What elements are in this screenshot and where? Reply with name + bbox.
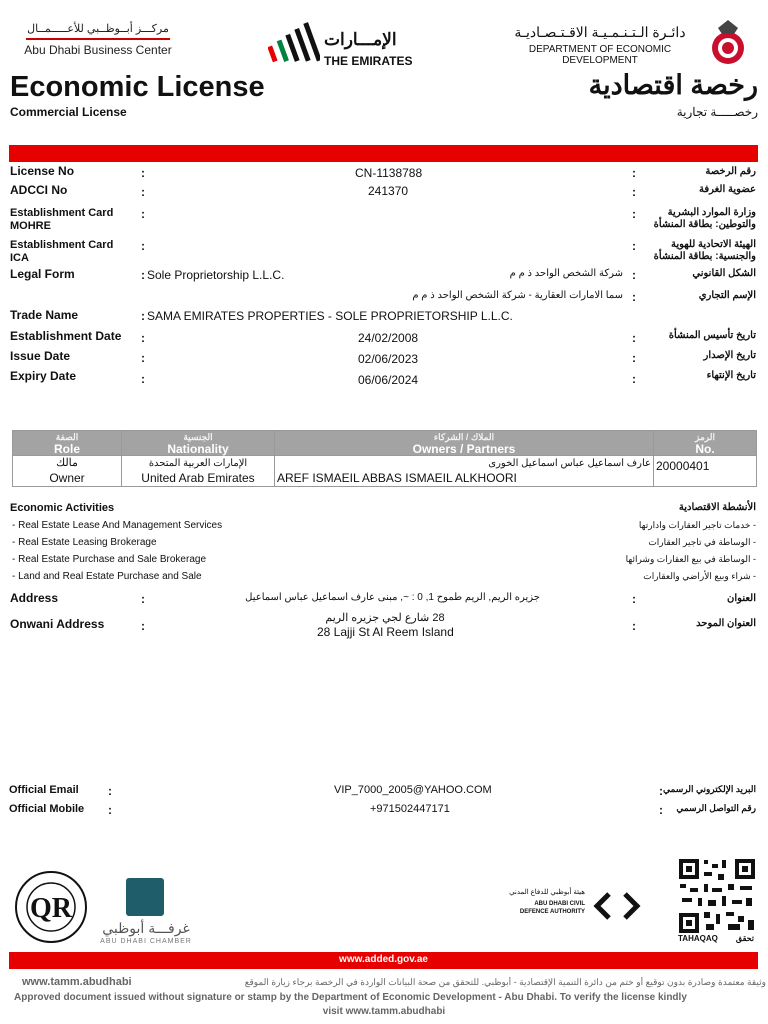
header-owners	[275, 431, 654, 456]
emirates-english: THE EMIRATES	[324, 54, 413, 68]
tahaqaq-label-ar: تحقق	[735, 934, 754, 943]
tahaqaq-label: TAHAQAQ	[678, 934, 718, 943]
label-trade-name: Trade Name	[10, 308, 79, 322]
colon: :	[108, 784, 112, 798]
colon: :	[659, 784, 663, 798]
cell-role-en: Owner	[49, 471, 85, 485]
colon: :	[141, 351, 145, 365]
civil-defence-english: ABU DHABI CIVIL DEFENCE AUTHORITY	[519, 901, 585, 915]
footer-tamm-link[interactable]: www.tamm.abudhabi	[22, 976, 132, 988]
header-owners-ar: الملاك / الشركاء	[433, 432, 495, 442]
colon: :	[141, 268, 145, 282]
colon: :	[632, 619, 636, 633]
activity-item: - Real Estate Purchase and Sale Brokerage	[12, 554, 206, 565]
cell-owner-name	[275, 456, 654, 487]
svg-text:QR: QR	[30, 893, 72, 924]
abu-dhabi-falcon-emblem-icon	[706, 18, 750, 72]
header-nationality	[122, 431, 275, 456]
colon: :	[141, 592, 145, 606]
cell-nationality	[122, 456, 275, 487]
footer-site-link[interactable]: www.added.gov.ae	[339, 954, 428, 965]
cell-owner-name-en: AREF ISMAEIL ABBAS ISMAEIL ALKHOORI	[277, 471, 517, 485]
label-legal-form: Legal Form	[10, 267, 75, 281]
cell-no: 20000401	[654, 456, 757, 487]
colon: :	[141, 331, 145, 345]
label-adcci-no-ar: عضوية الغرفة	[698, 184, 756, 195]
activities-title-ar: الأنشطة الاقتصادية	[678, 502, 756, 513]
cell-nationality-ar: الإمارات العربية المتحدة	[148, 458, 248, 469]
label-est-card-mohre-ar: وزارة الموارد البشرية والتوطين: بطاقة المنشأة	[653, 207, 756, 230]
header-nationality-ar: الجنسية	[183, 432, 213, 442]
label-email: Official Email	[9, 784, 79, 796]
activity-item: - Real Estate Leasing Brokerage	[12, 537, 157, 548]
cell-role-ar: مالك	[56, 457, 78, 469]
label-address-ar: العنوان	[727, 593, 756, 604]
label-mobile-ar: رقم التواصل الرسمي	[676, 803, 756, 813]
chamber-english: ABU DHABI CHAMBER	[100, 938, 192, 945]
activity-item: - Land and Real Estate Purchase and Sale	[12, 571, 202, 582]
colon: :	[632, 290, 636, 304]
colon: :	[632, 166, 636, 180]
label-issue-date-ar: تاريخ الإصدار	[703, 350, 756, 361]
label-address: Address	[10, 591, 59, 605]
qr-code-icon[interactable]	[678, 858, 756, 934]
activity-item: - Real Estate Lease And Management Services	[12, 520, 223, 531]
civil-defence-chevrons-icon	[593, 890, 643, 922]
label-expiry-date-ar: تاريخ الإنتهاء	[706, 370, 756, 381]
lloyds-quality-logo	[14, 870, 88, 944]
adbc-rule	[26, 38, 170, 40]
colon: :	[141, 372, 145, 386]
cell-owner-name-ar: عارف اسماعيل عباس اسماعيل الخورى	[488, 458, 651, 469]
top-red-bar	[9, 145, 758, 162]
value-legal-form: Sole Proprietorship L.L.C.	[147, 268, 285, 282]
colon: :	[632, 207, 636, 221]
title-ar-sub: رخصـــــة تجارية	[676, 105, 758, 119]
colon: :	[632, 592, 636, 606]
colon: :	[632, 372, 636, 386]
header-no-ar: الرمز	[695, 432, 715, 442]
colon: :	[141, 309, 145, 323]
value-address-ar: جزيره الريم, الريم طموح 1, 0 : ~, مبنى عارف اسماعيل عباس اسماعيل	[245, 592, 540, 603]
activity-item-ar: - شراء وبيع الأراضي والعقارات	[643, 571, 756, 581]
colon: :	[659, 803, 663, 817]
label-legal-form-ar: الشكل القانوني	[692, 268, 756, 279]
value-est-date: 24/02/2008	[358, 331, 419, 345]
ded-arabic: دائـرة الـتـنـمـيـة الاقـتـصـاديـة	[514, 24, 686, 40]
cell-nationality-en: United Arab Emirates	[141, 471, 255, 485]
colon: :	[632, 268, 636, 282]
value-issue-date: 02/06/2023	[358, 352, 419, 366]
value-license-no: CN-1138788	[355, 166, 423, 180]
adbc-logo	[18, 22, 178, 57]
colon: :	[632, 185, 636, 199]
chamber-emblem-icon	[126, 878, 164, 916]
label-est-date: Establishment Date	[10, 329, 122, 343]
emirates-bars-icon	[268, 20, 320, 68]
activity-item-ar: - الوساطة في تاجير العقارات	[648, 537, 756, 547]
value-mobile: +971502447171	[370, 803, 450, 815]
header-nationality-en: Nationality	[167, 442, 229, 456]
tahaqaq-qr[interactable]	[678, 858, 756, 946]
label-adcci-no: ADCCI No	[10, 183, 68, 197]
label-issue-date: Issue Date	[10, 349, 71, 363]
value-legal-form-ar: شركة الشخص الواحد ذ م م	[509, 268, 623, 279]
label-est-card-ica-ar: الهيئة الاتحادية للهوية والجنسية: بطاقة المنشأة	[653, 239, 756, 262]
footer-disclaimer-en: Approved document issued without signature or stamp by the Department of Economic Development - Abu Dhabi. To verify the license kindly	[14, 992, 687, 1003]
adbc-english: Abu Dhabi Business Center	[24, 43, 172, 57]
ded-english: DEPARTMENT OF ECONOMIC DEVELOPMENT	[528, 44, 672, 66]
colon: :	[141, 207, 145, 221]
value-email: VIP_7000_2005@YAHOO.COM	[334, 784, 492, 796]
footer-disclaimer-en2: visit www.tamm.abudhabi	[322, 1006, 446, 1017]
owners-table	[12, 430, 757, 487]
value-trade-name-ar: سما الامارات العقارية - شركة الشخص الواحد ذ م م	[412, 290, 623, 301]
colon: :	[108, 803, 112, 817]
civil-defence-arabic: هيئة أبوظبي للدفاع المدني	[509, 889, 585, 896]
label-mobile: Official Mobile	[9, 803, 85, 815]
label-est-card-mohre: Establishment Card MOHRE	[10, 207, 114, 232]
ded-logo	[500, 18, 750, 72]
label-expiry-date: Expiry Date	[10, 369, 77, 383]
adbc-arabic: مركـــز أبــوظــبي للأعـــــمــال	[27, 23, 169, 35]
label-est-date-ar: تاريخ تأسيس المنشأة	[668, 330, 756, 341]
owners-table-header	[13, 431, 757, 456]
value-adcci-no: 241370	[368, 184, 409, 198]
colon: :	[632, 331, 636, 345]
label-onwani: Onwani Address	[10, 617, 105, 631]
emirates-logo	[268, 20, 418, 70]
label-est-card-ica: Establishment Card ICA	[10, 239, 114, 264]
value-onwani: 28 Lajji St Al Reem Island	[317, 625, 454, 639]
header-role-ar: الصفة	[55, 432, 79, 442]
lloyds-register-seal-icon	[14, 870, 88, 944]
title-ar: رخصة اقتصادية	[588, 70, 758, 100]
label-email-ar: البريد الإلكتروني الرسمي	[663, 784, 756, 794]
colon: :	[141, 619, 145, 633]
activity-item-ar: - الوساطة في بيع العقارات وشرائها	[625, 554, 756, 564]
emirates-arabic: الإمـــارات	[324, 30, 397, 49]
colon: :	[141, 239, 145, 253]
chamber-arabic: غرفـــة أبوظبي	[102, 920, 190, 936]
colon: :	[632, 239, 636, 253]
label-onwani-ar: العنوان الموحد	[696, 618, 756, 629]
label-license-no-ar: رقم الرخصة	[705, 166, 756, 177]
header-no	[654, 431, 757, 456]
header-role	[13, 431, 122, 456]
activity-item-ar: - خدمات تاجير العقارات وادارتها	[638, 520, 756, 530]
colon: :	[141, 185, 145, 199]
header-owners-en: Owners / Partners	[412, 442, 516, 456]
value-onwani-ar: 28 شارع لجي جزيره الريم	[325, 612, 445, 624]
activities-title: Economic Activities	[10, 502, 115, 514]
value-trade-name: SAMA EMIRATES PROPERTIES - SOLE PROPRIETORSHIP L.L.C.	[147, 309, 513, 323]
footer-disclaimer-ar: وثيقة معتمدة وصادرة بدون توقيع أو ختم من دائرة التنمية الإقتصادية - أبوظبي. للتحقق من صحة البيانات الواردة في الرخصة برجاء زيارة الموقع	[244, 977, 766, 987]
title-en: Economic License	[10, 71, 265, 103]
colon: :	[632, 351, 636, 365]
table-row	[13, 456, 757, 487]
colon: :	[141, 166, 145, 180]
value-expiry-date: 06/06/2024	[358, 373, 419, 387]
header-role-en: Role	[53, 442, 80, 456]
header-no-en: No.	[695, 442, 715, 456]
label-license-no: License No	[10, 164, 75, 178]
chamber-logo	[98, 876, 198, 946]
label-trade-name-ar: الإسم التجاري	[698, 290, 756, 301]
title-en-sub: Commercial License	[10, 105, 127, 119]
civil-defence-logo	[505, 882, 643, 928]
cell-role	[13, 456, 122, 487]
